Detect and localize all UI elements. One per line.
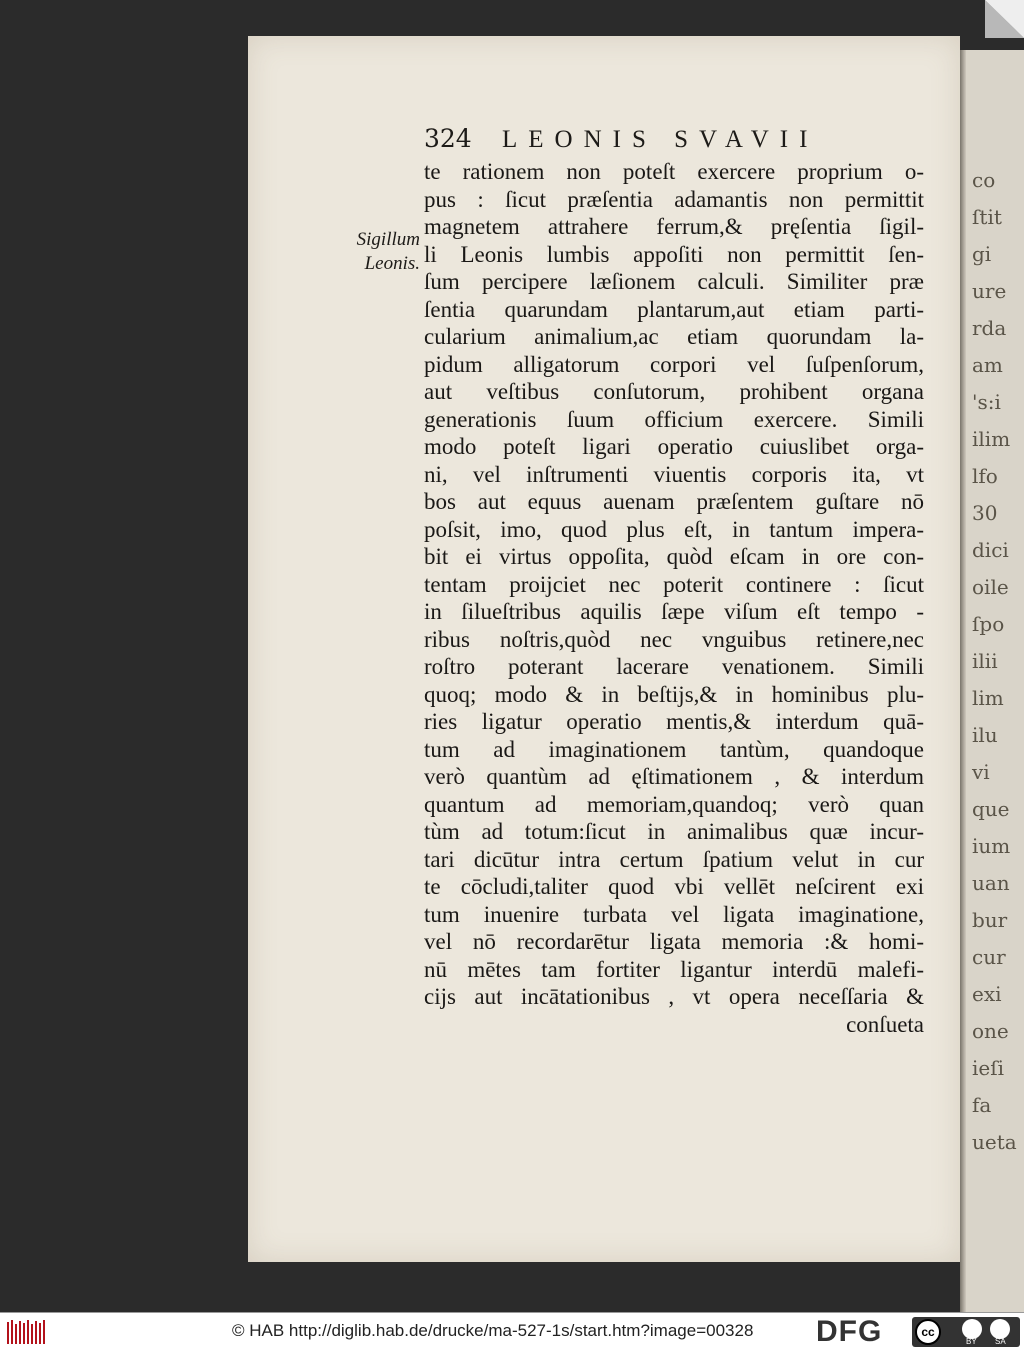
running-head bbox=[424, 124, 884, 154]
text-line: ries ligatur operatio mentis,& interdum quā- bbox=[424, 709, 924, 734]
text-line: cularium animalium,ac etiam quorundam la- bbox=[424, 324, 924, 349]
dfg-logo: DFG bbox=[816, 1315, 883, 1348]
text-line: tari dicūtur intra certum ſpatium velut in cur bbox=[424, 846, 924, 872]
adjacent-page-fragment: dici bbox=[972, 538, 1009, 562]
margin-note-line: Leonis. bbox=[364, 253, 420, 274]
adjacent-page bbox=[960, 50, 1024, 1312]
text-line: generationis ſuum officium exercere. Simili bbox=[424, 406, 924, 432]
hab-logo-icon bbox=[6, 1318, 48, 1346]
text-line: modo poteſt ligari operatio cuiuslibet orga- bbox=[424, 434, 924, 459]
sa-label: SA bbox=[995, 1337, 1006, 1346]
text-line: in ſilueſtribus aquilis ſæpe viſum eſt tempo - bbox=[424, 599, 924, 624]
adjacent-page-fragment: fa bbox=[972, 1093, 992, 1117]
footer-bar bbox=[0, 1312, 1024, 1351]
text-line: ſentia quarundam plantarum,aut etiam parti- bbox=[424, 296, 924, 322]
text-line: quantum ad memoriam,quandoq; verò quan bbox=[424, 791, 924, 817]
running-title: LEONIS SVAVII bbox=[502, 126, 819, 153]
adjacent-page-fragment: lim bbox=[972, 686, 1004, 710]
adjacent-page-fragment: rda bbox=[972, 316, 1007, 340]
adjacent-page-fragment: 's:i bbox=[972, 390, 1001, 414]
text-line: tùm ad totum:ſicut in animalibus quæ incur- bbox=[424, 819, 924, 844]
text-line: tum inuenire turbata vel ligata imaginatione, bbox=[424, 901, 924, 927]
text-line: nū mētes tam fortiter ligantur interdū malefi- bbox=[424, 956, 924, 982]
attribution-icon bbox=[962, 1319, 982, 1339]
text-line: poſsit, imo, quod plus eſt, in tantum impera- bbox=[424, 516, 924, 542]
adjacent-page-fragment: lfo bbox=[972, 464, 998, 488]
adjacent-page-fragment: bur bbox=[972, 908, 1008, 932]
adjacent-page-fragment: ium bbox=[972, 834, 1011, 858]
text-line: roſtro poterant lacerare venationem. Simili bbox=[424, 654, 924, 679]
text-line: ribus noſtris,quòd nec vnguibus retinere,nec bbox=[424, 626, 924, 652]
adjacent-page-fragment: gi bbox=[972, 242, 992, 266]
adjacent-page-fragment: am bbox=[972, 353, 1003, 377]
adjacent-page-fragment: one bbox=[972, 1019, 1009, 1043]
adjacent-page-fragment: ilim bbox=[972, 427, 1011, 451]
text-line: conſueta bbox=[846, 1011, 924, 1037]
text-line: quoq; modo & in beſtijs,& in hominibus plu- bbox=[424, 681, 924, 707]
adjacent-page-fragment: ilu bbox=[972, 723, 998, 747]
adjacent-page-fragment: que bbox=[972, 797, 1010, 821]
adjacent-page-fragment: cur bbox=[972, 945, 1006, 969]
cc-license-badge[interactable] bbox=[912, 1317, 1020, 1347]
page-number: 324 bbox=[424, 124, 472, 153]
adjacent-page-fragment: oile bbox=[972, 575, 1009, 599]
share-alike-icon bbox=[990, 1319, 1010, 1339]
corner-fold-icon bbox=[985, 0, 1024, 38]
adjacent-page-fragment: ſpo bbox=[972, 612, 1005, 636]
adjacent-page-fragment: co bbox=[972, 168, 996, 192]
text-line: pidum alligatorum corpori vel ſuſpenſorum, bbox=[424, 351, 924, 377]
by-label: BY bbox=[966, 1337, 977, 1346]
text-line: aut veſtibus conſutorum, prohibent organa bbox=[424, 379, 924, 404]
text-line: li Leonis lumbis appoſiti non permittit ſen- bbox=[424, 241, 924, 267]
text-line: ni, vel inſtrumenti viuentis corporis ita, vt bbox=[424, 461, 924, 487]
text-line: bos aut equus auenam præſentem guſtare nō bbox=[424, 489, 924, 514]
text-line: verò quantùm ad ęſtimationem , & interdum bbox=[424, 764, 924, 789]
text-line: cijs aut incātationibus , vt opera neceſſaria & bbox=[424, 984, 924, 1009]
margin-note-line: Sigillum bbox=[356, 229, 420, 250]
adjacent-page-fragment: uan bbox=[972, 871, 1010, 895]
page-gutter-shadow bbox=[960, 50, 966, 1312]
adjacent-page-fragment: 30 bbox=[972, 501, 998, 525]
adjacent-page-fragment: ueta bbox=[972, 1130, 1017, 1154]
adjacent-page-fragment: ſtit bbox=[972, 205, 1002, 229]
body-text bbox=[424, 158, 924, 1038]
adjacent-page-fragment: ilii bbox=[972, 649, 998, 673]
text-line: ſum percipere læſionem calculi. Similiter præ bbox=[424, 269, 924, 294]
cc-icon: cc bbox=[915, 1319, 941, 1345]
adjacent-page-fragment: ure bbox=[972, 279, 1007, 303]
text-line: bit ei virtus oppoſita, quòd eſcam in ore con- bbox=[424, 544, 924, 569]
text-line: tum ad imaginationem tantùm, quandoque bbox=[424, 736, 924, 762]
text-line: pus : ſicut præſentia adamantis non permittit bbox=[424, 186, 924, 212]
text-line: te cōcludi,taliter quod vbi vellēt neſcirent exi bbox=[424, 874, 924, 899]
adjacent-page-fragment: ieſi bbox=[972, 1056, 1005, 1080]
text-line: vel nō recordarētur ligata memoria :& homi- bbox=[424, 929, 924, 954]
text-line: te rationem non poteſt exercere proprium o- bbox=[424, 159, 924, 184]
text-line: tentam proijciet nec poterit continere : ſicut bbox=[424, 571, 924, 597]
adjacent-page-fragment: exi bbox=[972, 982, 1002, 1006]
margin-note bbox=[330, 228, 420, 276]
adjacent-page-fragment: vi bbox=[972, 760, 990, 784]
text-line: magnetem attrahere ferrum,& pręſentia ſigil- bbox=[424, 214, 924, 239]
copyright-link[interactable]: © HAB http://diglib.hab.de/drucke/ma-527-1s/start.htm?image=00328 bbox=[232, 1321, 754, 1340]
